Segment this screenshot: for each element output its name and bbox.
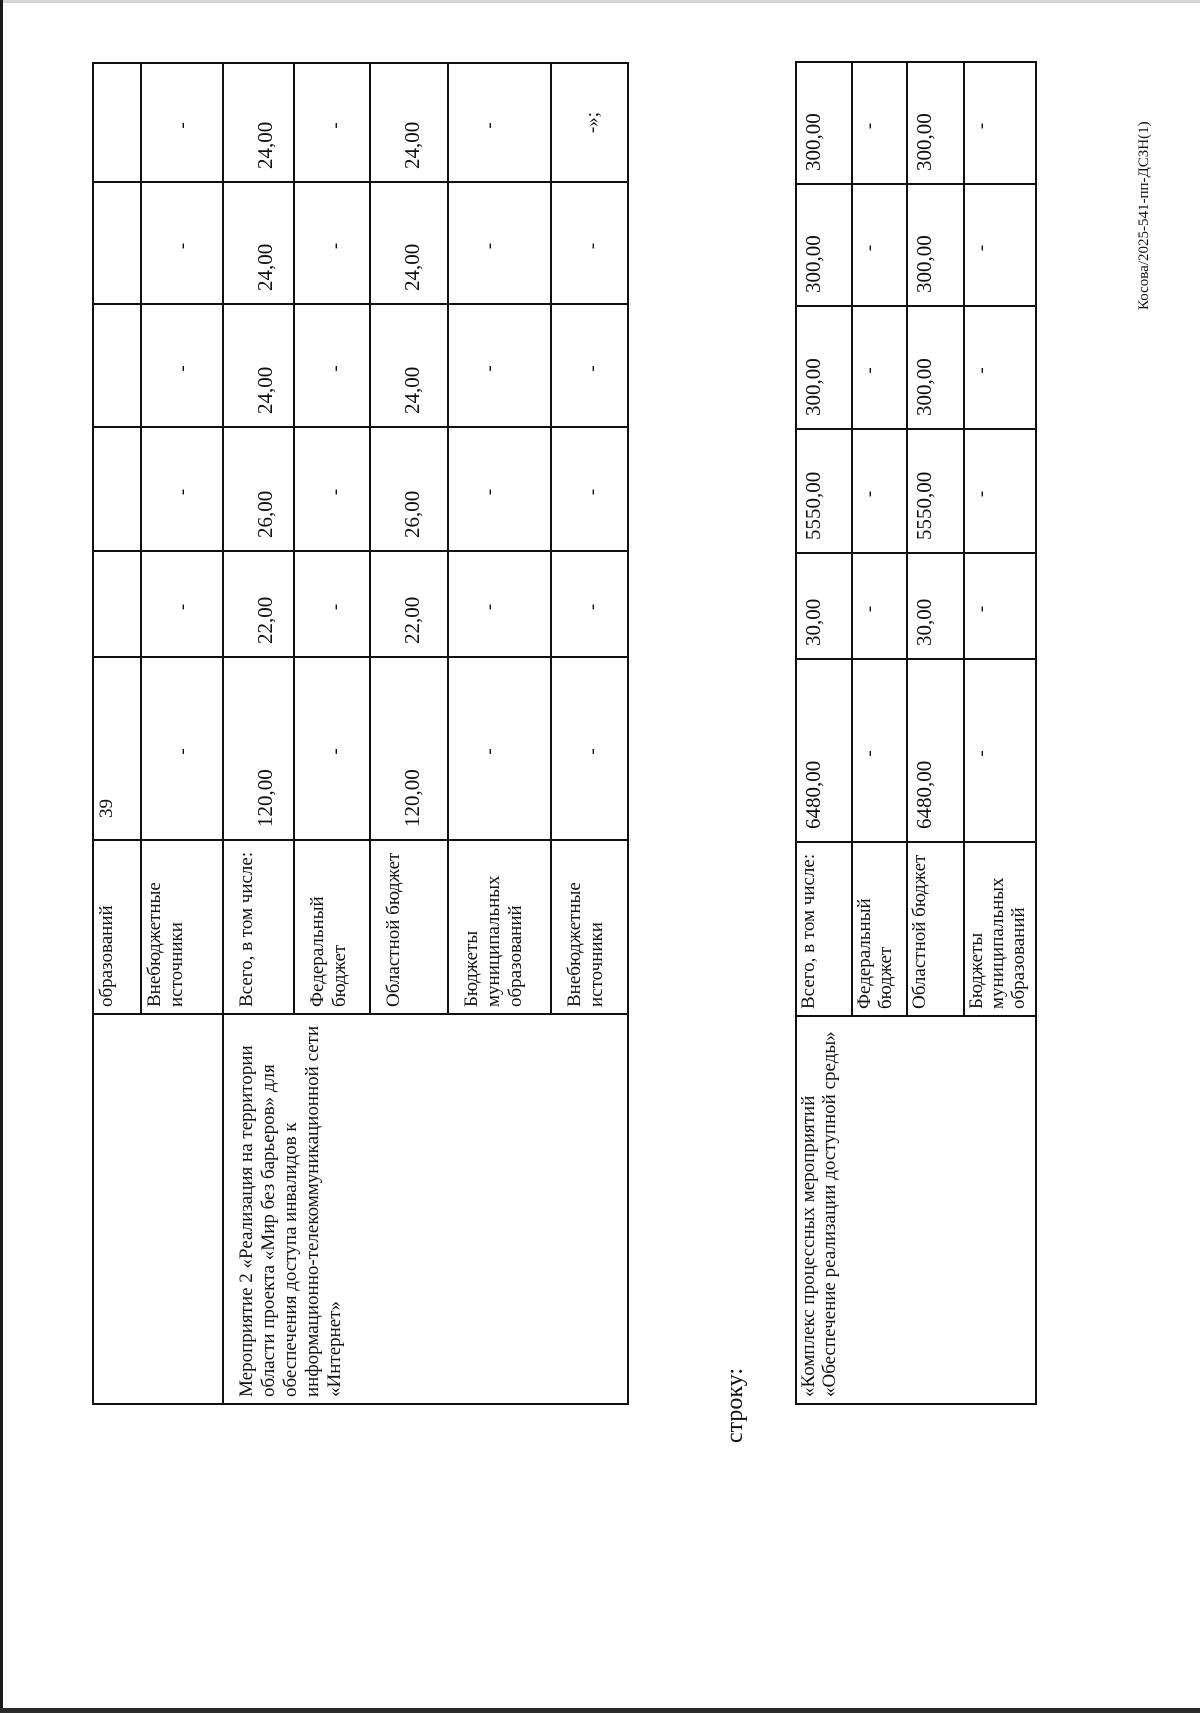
- value-cell: -: [964, 184, 1036, 306]
- value-cell: [93, 304, 141, 427]
- value-cell: 26,00: [223, 427, 294, 551]
- page-number: 39: [96, 799, 117, 818]
- value-cell: -: [448, 63, 551, 182]
- value-cell: 26,00: [370, 427, 448, 551]
- value-cell: 120,00: [223, 657, 294, 840]
- value-cell: [93, 182, 141, 304]
- funding-source-cell: образований: [93, 840, 141, 1014]
- value-cell: -: [852, 429, 907, 553]
- value-cell: [93, 551, 141, 657]
- value-cell: 22,00: [370, 551, 448, 657]
- value-cell: -: [551, 427, 628, 551]
- value-cell: 24,00: [223, 182, 294, 304]
- value-cell: -: [964, 306, 1036, 429]
- value-cell: 300,00: [796, 62, 852, 184]
- program-name-cell: Мероприятие 2 «Реализация на территории области проекта «Мир без барьеров» для обеспечения доступа инвалидов к информационно-телекоммуникационной сети «Интернет»: [223, 1014, 628, 1404]
- value-cell: [93, 63, 141, 182]
- value-cell: -: [448, 304, 551, 427]
- table-row: [93, 63, 141, 1404]
- value-cell: 6480,00: [796, 659, 852, 842]
- funding-source-cell: Всего, в том числе:: [223, 840, 294, 1014]
- value-cell: -: [294, 427, 370, 551]
- value-cell: -: [852, 306, 907, 429]
- value-cell: -: [551, 304, 628, 427]
- value-cell: 24,00: [223, 63, 294, 182]
- value-cell: -: [964, 553, 1036, 659]
- value-cell: -: [551, 657, 628, 840]
- connector-text: строку:: [722, 1367, 748, 1443]
- funding-source-cell: Федеральный бюджет: [852, 842, 907, 1016]
- funding-source-cell: Бюджеты муниципальных образований: [448, 840, 551, 1014]
- funding-source-cell: Внебюджетные источники: [551, 840, 628, 1014]
- value-cell: -: [852, 184, 907, 306]
- value-cell: 300,00: [796, 306, 852, 429]
- value-cell: -: [448, 551, 551, 657]
- value-cell: 300,00: [907, 184, 964, 306]
- program-name-cell: [93, 1014, 223, 1404]
- document-id-footer: Косова/2025-541-пп-ДСЗН(1): [1136, 121, 1152, 310]
- funding-source-cell: Всего, в том числе:: [796, 842, 852, 1016]
- value-cell: 300,00: [907, 62, 964, 184]
- funding-source-cell: Бюджеты муниципальных образований: [964, 842, 1036, 1016]
- value-cell: 300,00: [796, 184, 852, 306]
- value-cell: [93, 427, 141, 551]
- value-cell: -: [551, 182, 628, 304]
- value-cell: -: [964, 62, 1036, 184]
- program-name-cell: «Комплекс процессных мероприятий «Обеспечение реализации доступной среды»: [796, 1016, 1036, 1404]
- funding-source-cell: Внебюджетные источники: [141, 840, 223, 1014]
- value-cell: 120,00: [370, 657, 448, 840]
- value-cell: -: [141, 182, 223, 304]
- funding-source-cell: Федеральный бюджет: [294, 840, 370, 1014]
- value-cell: -: [141, 551, 223, 657]
- funding-source-cell: Областной бюджет: [370, 840, 448, 1014]
- value-cell: -: [141, 304, 223, 427]
- value-cell: -: [448, 657, 551, 840]
- value-cell: 30,00: [907, 553, 964, 659]
- funding-table-top: [92, 62, 629, 1405]
- value-cell: 5550,00: [796, 429, 852, 553]
- value-cell: -: [964, 429, 1036, 553]
- funding-table-bottom: [795, 61, 1037, 1405]
- value-cell: -»;: [551, 63, 628, 182]
- value-cell: 30,00: [796, 553, 852, 659]
- value-cell: -: [852, 62, 907, 184]
- value-cell: -: [448, 182, 551, 304]
- value-cell: -: [294, 657, 370, 840]
- value-cell: 22,00: [223, 551, 294, 657]
- value-cell: -: [294, 63, 370, 182]
- funding-source-cell: Областной бюджет: [907, 842, 964, 1016]
- value-cell: -: [141, 63, 223, 182]
- table-row: [796, 62, 852, 1404]
- value-cell: -: [141, 427, 223, 551]
- value-cell: 6480,00: [907, 659, 964, 842]
- value-cell: 24,00: [370, 304, 448, 427]
- table-row: [223, 63, 294, 1404]
- value-cell: 24,00: [223, 304, 294, 427]
- value-cell: -: [448, 427, 551, 551]
- value-cell: -: [964, 659, 1036, 842]
- value-cell: [93, 657, 141, 840]
- value-cell: 300,00: [907, 306, 964, 429]
- value-cell: -: [852, 659, 907, 842]
- value-cell: 5550,00: [907, 429, 964, 553]
- value-cell: -: [294, 551, 370, 657]
- value-cell: -: [294, 182, 370, 304]
- value-cell: 24,00: [370, 63, 448, 182]
- value-cell: -: [294, 304, 370, 427]
- value-cell: 24,00: [370, 182, 448, 304]
- value-cell: -: [551, 551, 628, 657]
- value-cell: -: [141, 657, 223, 840]
- value-cell: -: [852, 553, 907, 659]
